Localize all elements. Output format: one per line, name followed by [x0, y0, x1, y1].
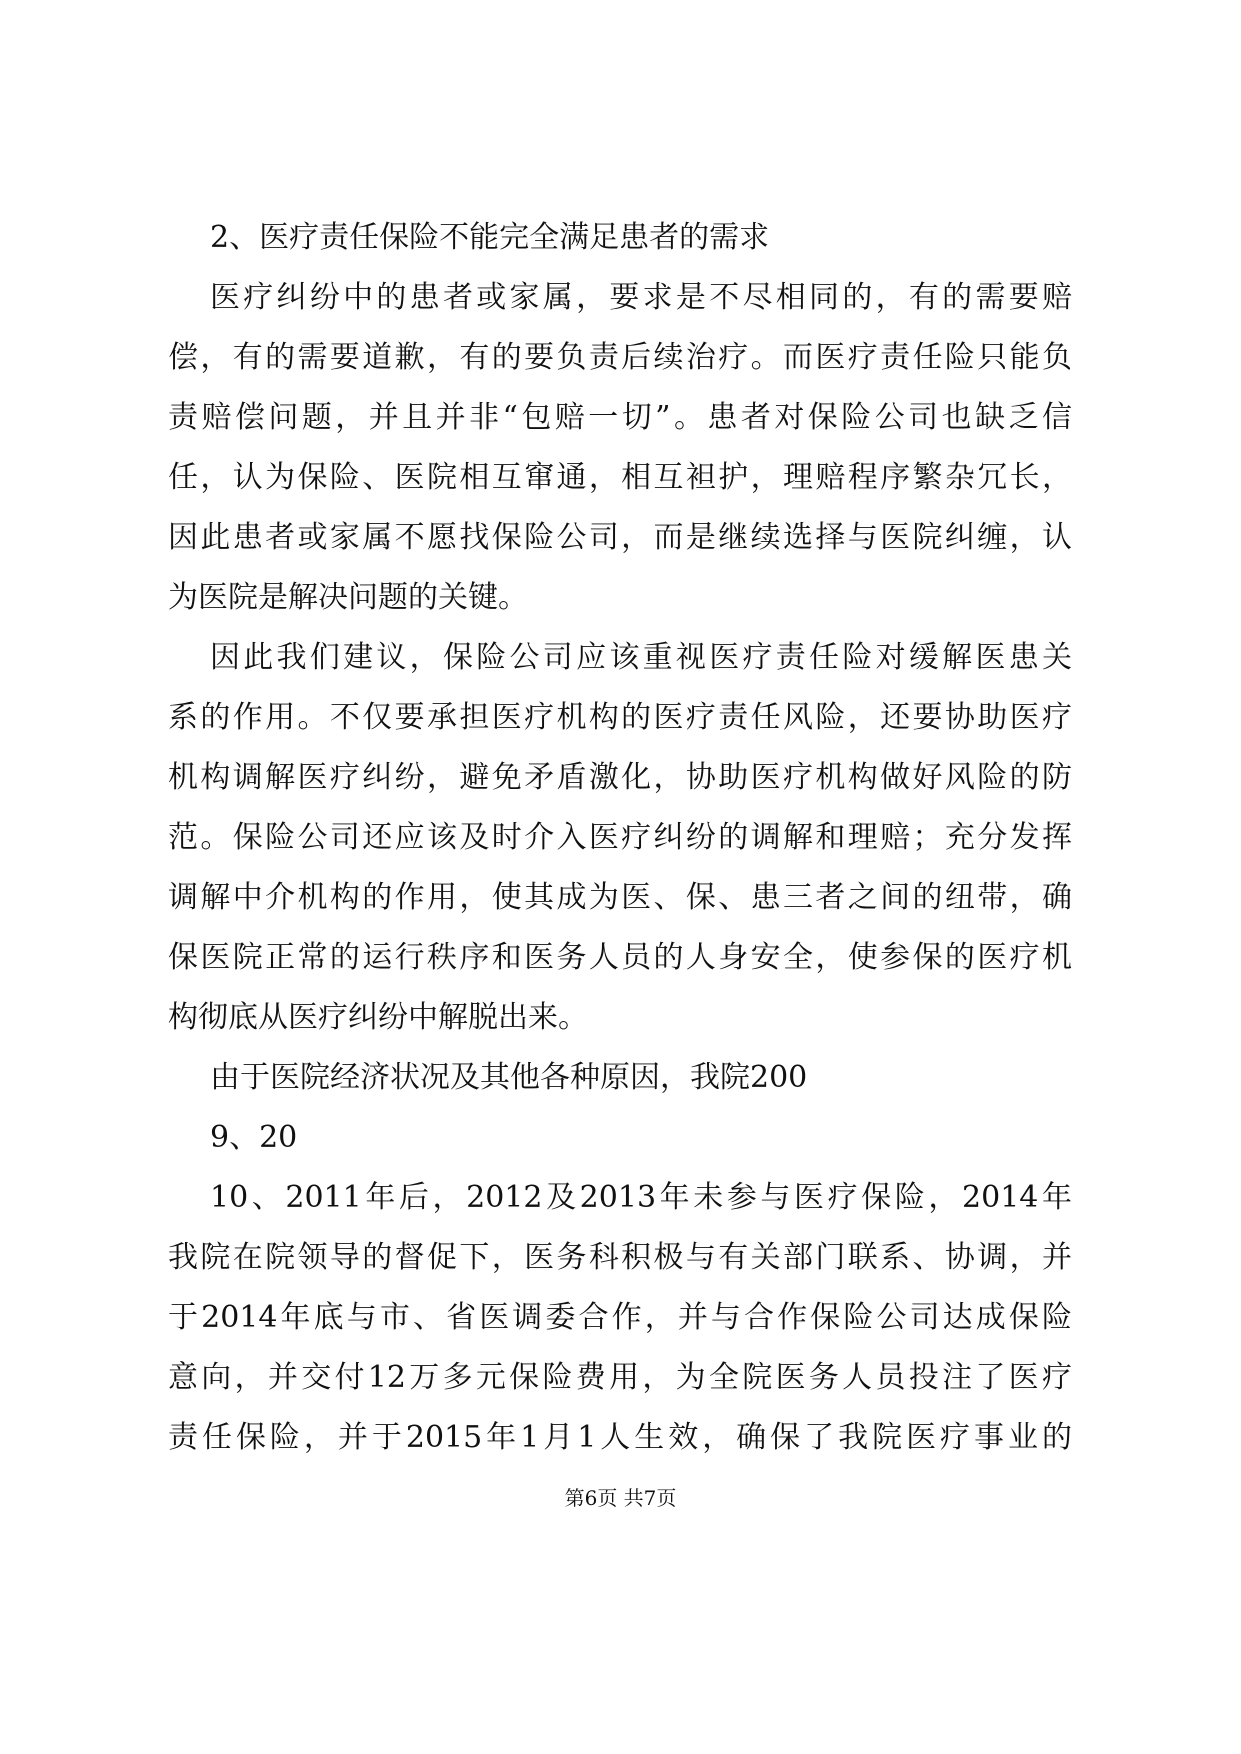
- paragraph-line: 责任保险，并于2015年1月1人生效，确保了我院医疗事业的: [168, 1420, 1072, 1455]
- paragraph-line: 我院在院领导的督促下，医务科积极与有关部门联系、协调，并: [168, 1240, 1072, 1275]
- paragraph-line: 任，认为保险、医院相互窜通，相互袒护，理赔程序繁杂冗长，: [168, 460, 1072, 495]
- paragraph-line: 意向，并交付12万多元保险费用，为全院医务人员投注了医疗: [168, 1360, 1072, 1395]
- paragraph-line: 调解中介机构的作用，使其成为医、保、患三者之间的纽带，确: [168, 880, 1072, 915]
- paragraph-line: 责赔偿问题，并且并非“包赔一切”。患者对保险公司也缺乏信: [168, 400, 1072, 435]
- paragraph-line: 10、2011年后，2012及2013年未参与医疗保险，2014年: [210, 1180, 1072, 1215]
- paragraph-line: 为医院是解决问题的关键。: [168, 580, 528, 615]
- paragraph-line: 系的作用。不仅要承担医疗机构的医疗责任风险，还要协助医疗: [168, 700, 1072, 735]
- paragraph-line: 由于医院经济状况及其他各种原因，我院200: [210, 1060, 808, 1095]
- paragraph-line: 构彻底从医疗纠纷中解脱出来。: [168, 1000, 588, 1035]
- paragraph-line: 机构调解医疗纠纷，避免矛盾激化，协助医疗机构做好风险的防: [168, 760, 1072, 795]
- paragraph-line: 于2014年底与市、省医调委合作，并与合作保险公司达成保险: [168, 1300, 1072, 1335]
- document-body: [168, 208, 1072, 1468]
- paragraph-line: 因此我们建议，保险公司应该重视医疗责任险对缓解医患关: [210, 640, 1072, 675]
- paragraph-line: 9、20: [210, 1120, 298, 1155]
- paragraph-line: 医疗纠纷中的患者或家属，要求是不尽相同的，有的需要赔: [210, 280, 1072, 315]
- page-footer: 第6页 共7页: [564, 1486, 677, 1510]
- paragraph-line: 范。保险公司还应该及时介入医疗纠纷的调解和理赔；充分发挥: [168, 820, 1072, 855]
- section-heading: 2、医疗责任保险不能完全满足患者的需求: [210, 220, 770, 255]
- paragraph-line: 因此患者或家属不愿找保险公司，而是继续选择与医院纠缠，认: [168, 520, 1072, 555]
- paragraph-line: 保医院正常的运行秩序和医务人员的人身安全，使参保的医疗机: [168, 940, 1072, 975]
- paragraph-line: 偿，有的需要道歉，有的要负责后续治疗。而医疗责任险只能负: [168, 340, 1072, 375]
